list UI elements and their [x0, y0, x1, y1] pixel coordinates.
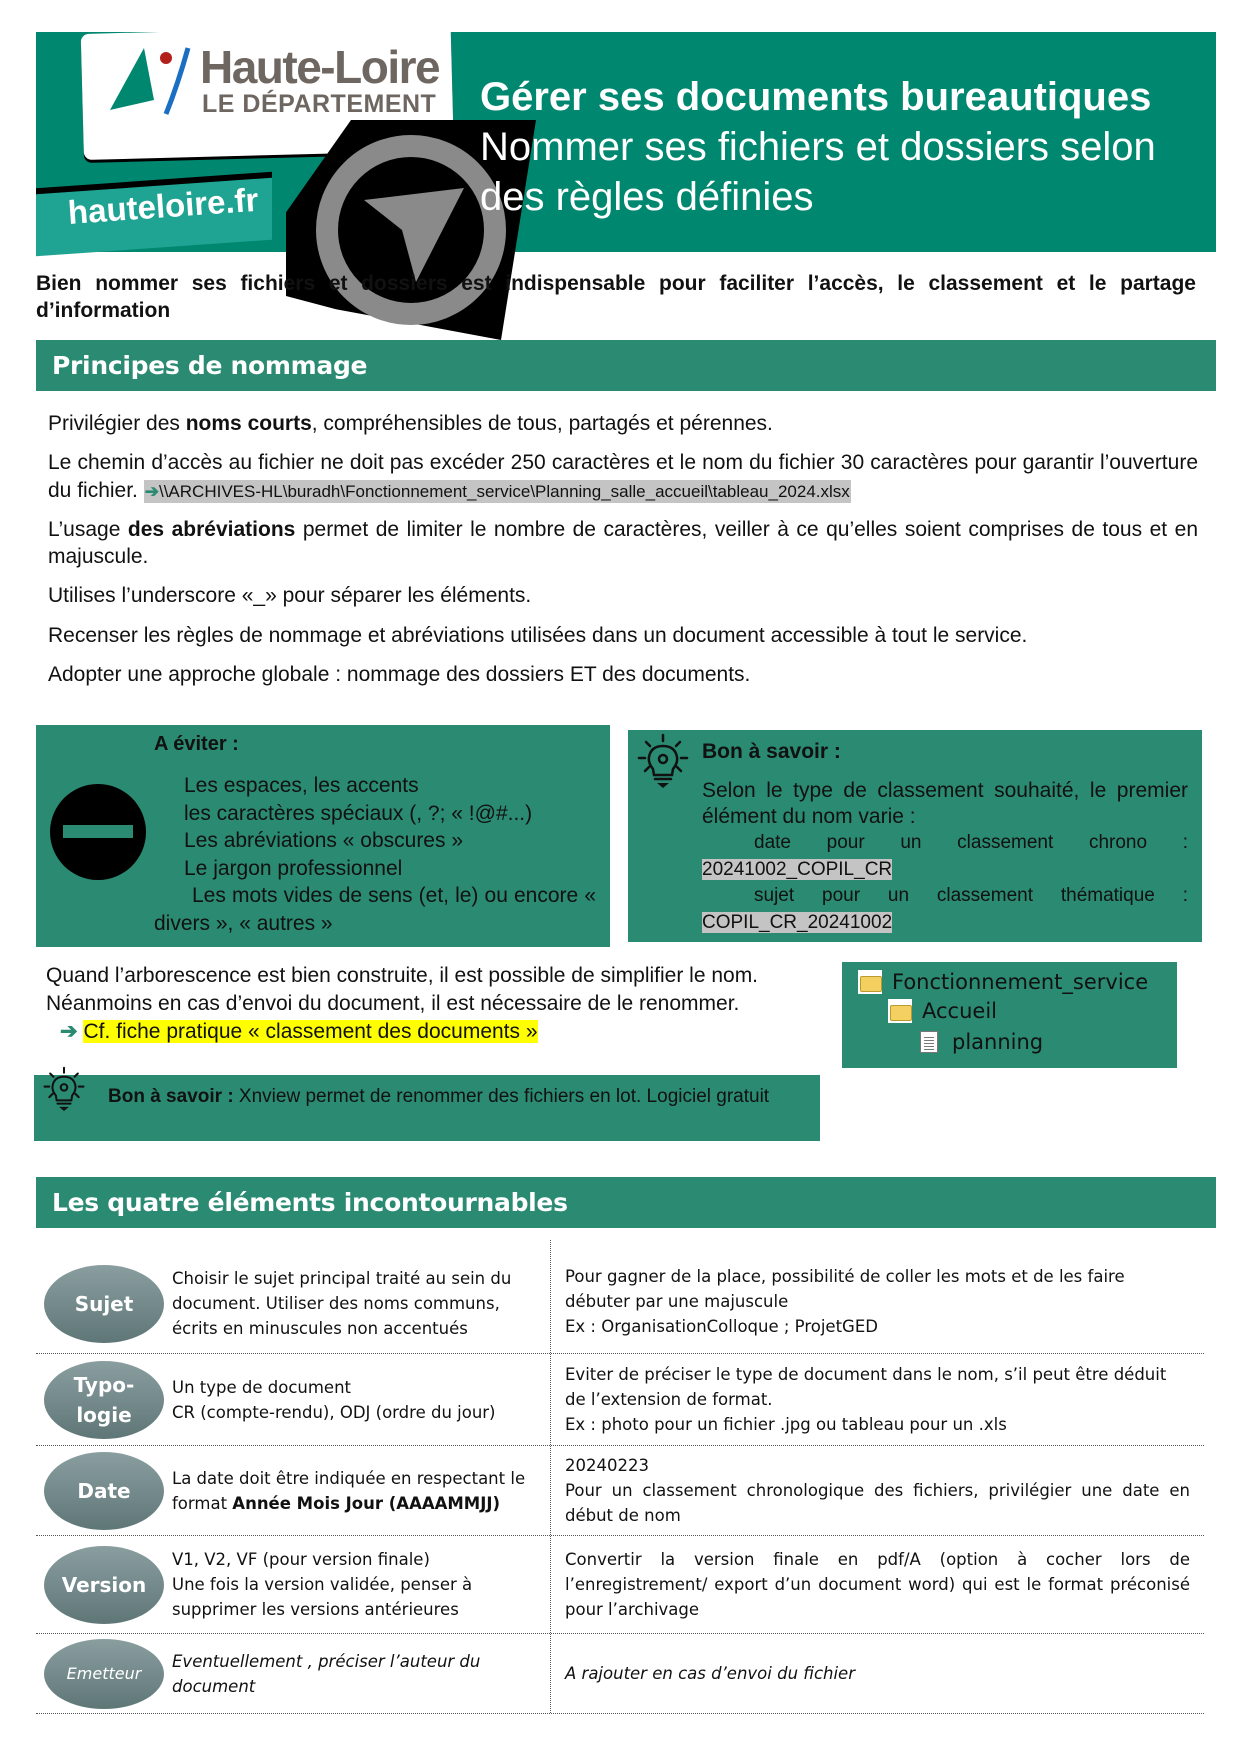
tree-item-folder[interactable]: Fonctionnement_service: [858, 970, 1148, 994]
principle-5: Recenser les règles de nommage et abréviations utilisées dans un document accessible à tout le service.: [48, 623, 1028, 647]
tree-item-file[interactable]: planning: [920, 1030, 1043, 1054]
folder-icon: [858, 970, 882, 994]
avoid-item: les caractères spéciaux (, ?; « !@#...): [184, 801, 533, 825]
example-chrono-label: date pour un classement chrono :: [754, 832, 1188, 853]
good-to-know-title: Bon à savoir :: [702, 740, 841, 763]
principle-2: Le chemin d’accès au fichier ne doit pas excéder 250 caractères et le nom du fichier 30 caractères pour garantir l’ouverture du fichier. ➔\\ARCHIVES-HL\buradh\Fonctionnement_service\Planning_salle_accueil\tableau_2024.xlsx: [48, 451, 1198, 502]
element-note: Eviter de préciser le type de document dans le nom, s’il peut être déduit de l’extension de format. Ex : photo pour un fichier .jpg ou tableau pour un .xls: [565, 1365, 1167, 1434]
principle-6: Adopter une approche globale : nommage des dossiers ET des documents.: [48, 663, 751, 687]
folder-icon: [888, 999, 912, 1023]
logo-title: Haute-Loire: [200, 41, 440, 93]
good-to-know-text: Selon le type de classement souhaité, le premier élément du nom varie : date pour un classement chrono : 20241002_COPIL_CR sujet pour un classement thématique : COPIL_CR_20241002: [702, 779, 1188, 933]
arrow-right-icon: ➔: [144, 481, 159, 501]
element-badge-emetteur: Emetteur: [44, 1639, 164, 1709]
no-entry-icon: [50, 784, 146, 880]
table-row: [36, 1536, 1204, 1634]
table-row: [36, 1354, 1204, 1446]
elements-table: [36, 1240, 1204, 1714]
page-title: Gérer ses documents bureautiques: [480, 75, 1152, 119]
principles-list: [48, 410, 1198, 700]
element-badge-version: Version: [44, 1546, 164, 1624]
section-heading-principles: Principes de nommage: [36, 340, 1216, 391]
element-description: V1, V2, VF (pour version finale) Une fois la version validée, penser à supprimer les versions antérieures: [172, 1550, 473, 1619]
element-description: La date doit être indiquée en respectant le format Année Mois Jour (AAAAMMJJ): [172, 1468, 526, 1513]
haute-loire-logo-icon: [108, 44, 198, 118]
lightbulb-icon: [42, 1066, 86, 1112]
element-note: Pour gagner de la place, possibilité de coller les mots et de les faire débuter par une majuscule Ex : OrganisationColloque ; ProjetGED: [565, 1267, 1125, 1336]
element-badge-sujet: Sujet: [44, 1265, 164, 1343]
table-row: [36, 1446, 1204, 1536]
avoid-item: Les mots vides de sens (et, le) ou encore « divers », « autres »: [154, 884, 596, 935]
section-heading-elements: Les quatre éléments incontournables: [36, 1177, 1216, 1228]
principle-3: L’usage des abréviations permet de limiter le nombre de caractères, veiller à ce qu’elles soient comprises de tous et en majuscule.: [48, 517, 1198, 569]
tree-item-folder[interactable]: Accueil: [888, 999, 997, 1023]
element-badge-date: Date: [44, 1452, 164, 1530]
example-theme-label: sujet pour un classement thématique :: [754, 885, 1188, 906]
avoid-item: Les espaces, les accents: [184, 774, 419, 797]
avoid-item: Le jargon professionnel: [184, 856, 403, 880]
element-description: Eventuellement , préciser l’auteur du document: [172, 1651, 481, 1696]
element-description: Choisir le sujet principal traité au sein du document. Utiliser des noms communs, écrits en minuscules non accentués: [172, 1269, 512, 1338]
page-subtitle: Nommer ses fichiers et dossiers selon des règles définies: [480, 125, 1156, 219]
tree-note: Quand l’arborescence est bien construite, il est possible de simplifier le nom. Néanmoins en cas d’envoi du document, il est nécessaire de le renommer. ➔ Cf. fiche pratique « classement des documents »: [46, 964, 759, 1043]
website-link[interactable]: hauteloire.fr: [66, 180, 260, 231]
avoid-list: [154, 772, 596, 937]
practical-sheet-link[interactable]: Cf. fiche pratique « classement des documents »: [83, 1020, 538, 1043]
tip-text: Bon à savoir : Xnview permet de renommer des fichiers en lot. Logiciel gratuit: [108, 1086, 770, 1107]
principle-1: Privilégier des noms courts, compréhensibles de tous, partagés et pérennes.: [48, 412, 773, 435]
element-note: A rajouter en cas d’envoi du fichier: [565, 1664, 855, 1683]
element-badge-typologie: Typo- logie: [44, 1361, 164, 1439]
file-icon: [920, 1031, 938, 1053]
example-chrono-code: 20241002_COPIL_CR: [702, 859, 893, 880]
example-theme-code: COPIL_CR_20241002: [702, 912, 893, 933]
example-path: \\ARCHIVES-HL\buradh\Fonctionnement_service\Planning_salle_accueil\tableau_2024.xlsx: [158, 481, 850, 501]
element-note: Convertir la version finale en pdf/A (option à cocher lors de l’enregistrement/ export d’un document word) qui est le format préconisé pour l’archivage: [565, 1550, 1190, 1619]
principle-4: Utilises l’underscore «_» pour séparer les éléments.: [48, 584, 532, 608]
element-description: Un type de document CR (compte-rendu), ODJ (ordre du jour): [172, 1377, 496, 1422]
lightbulb-icon: [636, 733, 690, 789]
intro-text: Bien nommer ses fichiers et dossiers est indispensable pour faciliter l’accès, le classement et le partage d’information: [36, 272, 1196, 323]
table-row: [36, 1240, 1204, 1354]
avoid-item: Les abréviations « obscures »: [184, 829, 463, 852]
table-row: [36, 1634, 1204, 1714]
element-note: 20240223 Pour un classement chronologique des fichiers, privilégier une date en début de nom: [565, 1456, 1190, 1525]
logo-subtitle: LE DÉPARTEMENT: [202, 90, 437, 118]
avoid-title: A éviter :: [154, 733, 239, 755]
arrow-right-icon: ➔: [60, 1020, 78, 1043]
